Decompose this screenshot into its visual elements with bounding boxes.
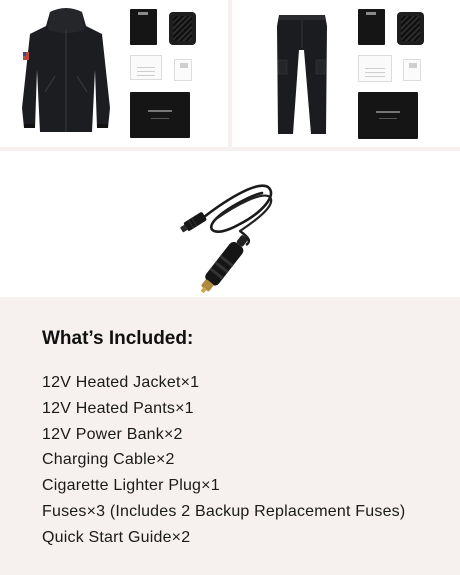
whats-included-section xyxy=(42,326,442,551)
manual-card xyxy=(358,55,392,82)
list-item: Quick Start Guide×2 xyxy=(42,528,191,546)
packaging-box xyxy=(358,9,385,45)
manual-card xyxy=(130,55,162,80)
power-bank xyxy=(169,12,196,45)
warranty-card xyxy=(174,59,192,81)
whats-included-heading: What’s Included: xyxy=(42,328,194,349)
packaging-box xyxy=(130,9,157,45)
list-item: Cigarette Lighter Plug×1 xyxy=(42,477,220,495)
jacket-package-image xyxy=(0,0,228,147)
gift-box xyxy=(130,92,190,138)
warranty-card xyxy=(403,59,421,81)
list-item: Charging Cable×2 xyxy=(42,451,175,469)
list-item: 12V Power Bank×2 xyxy=(42,425,183,443)
pants-package-image xyxy=(232,0,460,147)
heated-pants-image xyxy=(232,0,460,147)
list-item: 12V Heated Pants×1 xyxy=(42,399,194,417)
cable-illustration xyxy=(0,151,460,297)
gift-box xyxy=(358,92,418,139)
list-item: 12V Heated Jacket×1 xyxy=(42,374,200,391)
power-bank xyxy=(397,12,424,45)
list-item: Fuses×3 (Includes 2 Backup Replacement Fuses) xyxy=(42,502,406,520)
cigarette-lighter-cable-image xyxy=(0,151,460,297)
